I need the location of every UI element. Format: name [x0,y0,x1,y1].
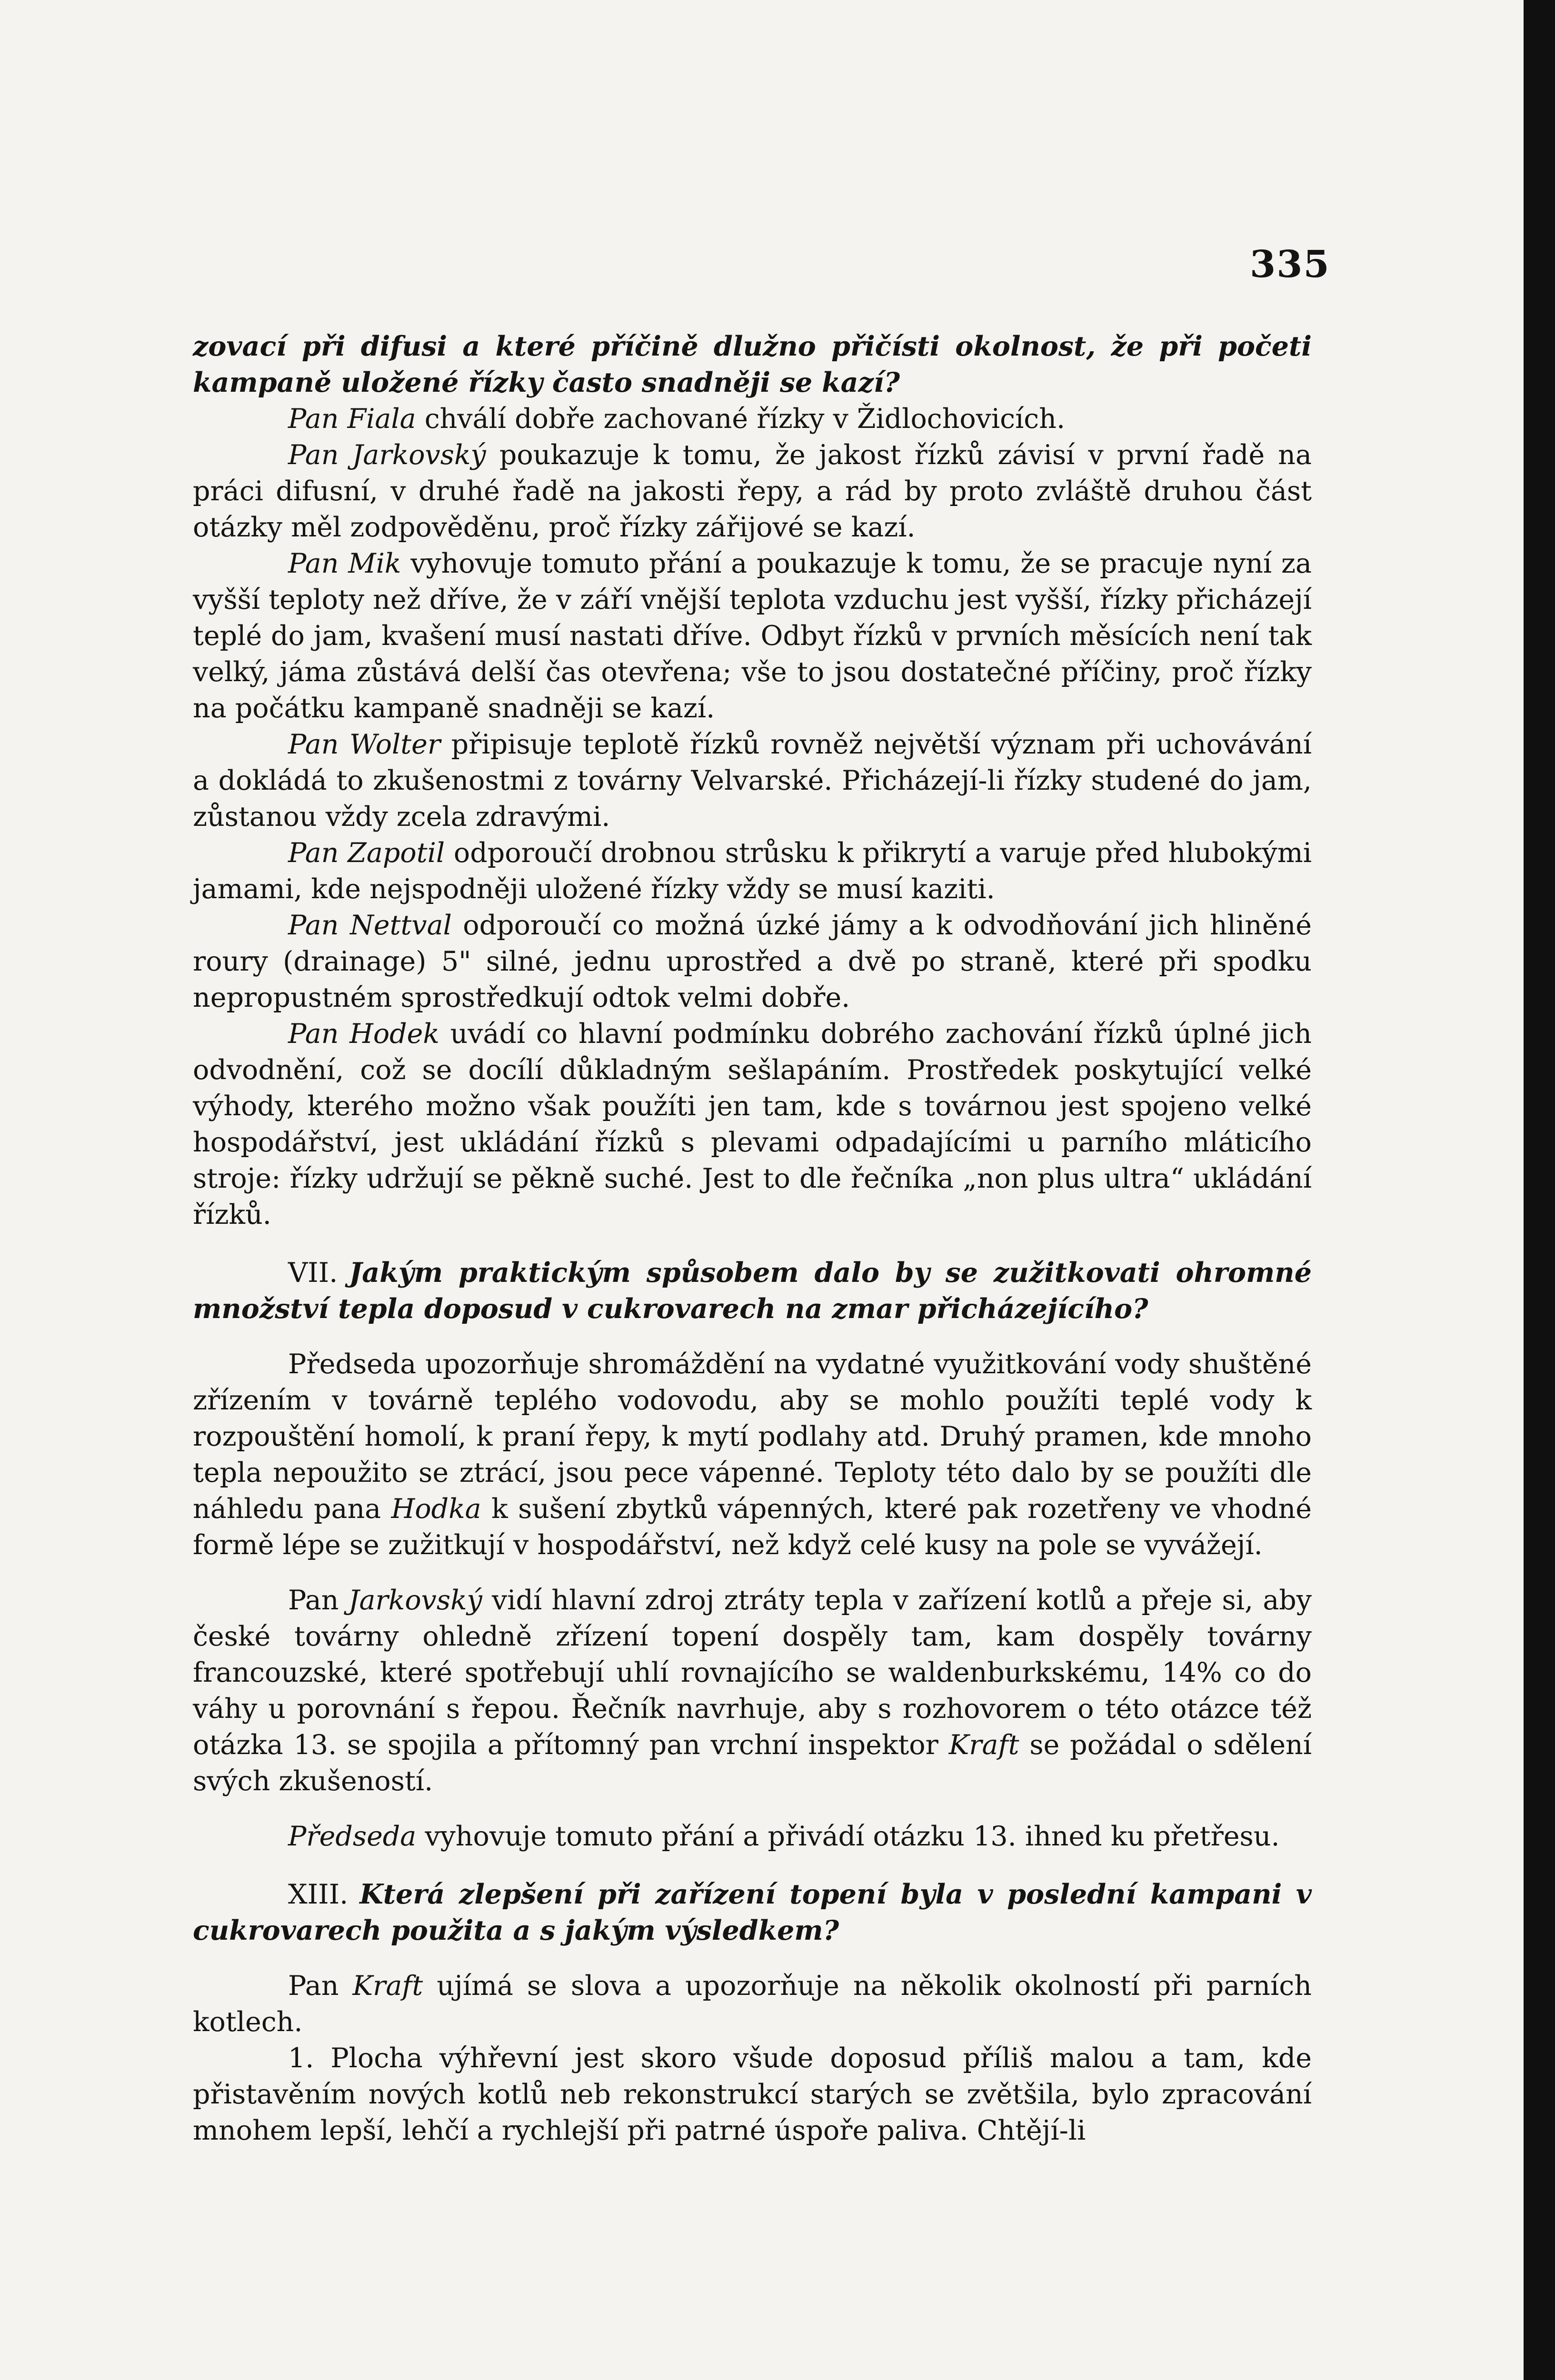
speaker-name: Pan Nettval [288,910,452,941]
paragraph-fiala [193,401,1312,437]
paragraph-text: vyhovuje tomuto přání a poukazuje k tomu, že se pracuje nyní za vyšší teploty než dříve, že v září vnější teplota vzduchu jest vyšší, řízky přicházejí teplé do jam, kvašení musí nastati dříve. Odbyt řízků v prvních měsících není tak velký, jáma zůstává delší čas otevřena; vše to jsou dostatečné příčiny, proč řízky na počátku kampaně snadněji se kazí. [193,548,1312,724]
paragraph-text: se požádal o sdělení svých zkušeností. [193,1729,1312,1797]
paragraph-text: Předseda upozorňuje shromáždění na vydatné využitkování vody shuštěné zřízením v továrně teplého vodovodu, aby se mohlo použíti teplé vody k rozpouštění homolí, k praní řepy, k mytí podlahy atd. Druhý pramen, kde mnoho tepla nepoužito se ztrácí, jsou pece vápenné. Teploty této dalo by se použíti dle náhledu pana [193,1349,1312,1525]
paragraph-text: poukazuje k tomu, že jakost řízků závisí v první řadě na práci difusní, v druhé řadě na jakosti řepy, a rád by proto zvláště druhou část otázky měl zodpověděnu, proč řízky zářijové se kazí. [193,439,1312,543]
speaker-name: Kraft [352,1970,423,2002]
body-text [193,328,1312,2149]
paragraph-nettval [193,907,1312,1016]
paragraph-text: připisuje teplotě řízků rovněž největší význam při uchovávání a dokládá to zkušenostmi z továrny Velvarské. Přicházejí-li řízky studené do jam, zůstanou vždy zcela zdravými. [193,729,1312,833]
paragraph-text: vidí hlavní zdroj ztráty tepla v zařízení kotlů a přeje si, aby české továrny ohledně zřízení topení dospěly tam, kam dospěly továrny francouzské, které spotřebují uhlí rovnajícího se waldenburkskému, 14% co do váhy u porovnání s řepou. Řečník navrhuje, aby s rozhovorem o této otázce též otázka 13. se spojila a přítomný pan vrchní inspektor [193,1585,1312,1761]
paragraph-text: chválí dobře zachované řízky v Židlochovicích. [424,403,1066,435]
speaker-name: Předseda [288,1821,417,1852]
speaker-name: Pan Wolter [288,729,441,760]
page-number: 335 [1250,243,1330,286]
paragraph-text: odporoučí co možná úzké jámy a k odvodňování jich hliněné roury (drainage) 5" silné, jednu uprostřed a dvě po straně, které při spodku nepropustném sprostředkují odtok velmi dobře. [193,910,1312,1013]
paragraph-predseda [193,1346,1312,1563]
paragraph-text: k sušení zbytků vápenných, které pak rozetřeny ve vhodné formě lépe se zužitkují v hospodářství, než když celé kusy na pole se vyvážejí. [193,1493,1312,1561]
paragraph-text: Pan [288,1585,339,1616]
paragraph-text: odporoučí drobnou strůsku k přikrytí a varuje před hlubokými jamami, kde nejspodněji uložené řízky vždy se musí kaziti. [193,837,1312,905]
speaker-name: Pan Hodek [288,1018,439,1050]
paragraph-zapotil [193,835,1312,907]
paragraph-mik [193,545,1312,726]
question-text: Která zlepšení při zařízení topení byla v poslední kampani v cukrovarech použita a s jakým výsledkem? [193,1878,1312,1946]
scan-edge [1524,0,1555,2380]
speaker-name: Kraft [948,1729,1019,1761]
paragraph-text: Pan [288,1970,339,2002]
paragraph-text: vyhovuje tomuto přání a přivádí otázku 13. ihned ku přetřesu. [425,1821,1280,1852]
paragraph-wolter [193,726,1312,835]
question-heading-13 [193,1876,1312,1949]
paragraph-hodek [193,1016,1312,1233]
speaker-name: Pan Fiala [288,403,416,435]
speaker-name: Pan Jarkovský [288,439,486,471]
question-text: Jakým praktickým spůsobem dalo by se zužitkovati ohromné množství tepla doposud v cukrovarech na zmar přicházejícího? [193,1257,1312,1325]
question-number: VII. [288,1257,338,1289]
question-heading-7 [193,1255,1312,1327]
paragraph-text: uvádí co hlavní podmínku dobrého zachování řízků úplné jich odvodnění, což se docílí důkladným sešlapáním. Prostředek poskytující velké výhody, kterého možno však použíti jen tam, kde s továrnou jest spojeno velké hospodářství, jest ukládání řízků s plevami odpadajícími u parního mláticího stroje: řízky udržují se pěkně suché. Jest to dle řečníka „non plus ultra“ ukládání řízků. [193,1018,1312,1230]
speaker-name: Hodka [391,1493,481,1525]
paragraph-text: ujímá se slova a upozorňuje na několik okolností při parních kotlech. [193,1970,1312,2038]
paragraph-kraft [193,1968,1312,2040]
paragraph-predseda-2 [193,1818,1312,1854]
paragraph-jarkovsky-2 [193,1582,1312,1799]
paragraph-point-1: 1. Plocha výhřevní jest skoro všude doposud příliš malou a tam, kde přistavěním nových kotlů neb rekonstrukcí starých se zvětšila, bylo zpracování mnohem lepší, lehčí a rychlejší při patrné úspoře paliva. Chtějí-li [193,2043,1312,2146]
question-number: XIII. [288,1879,349,1910]
paragraph-jarkovsky [193,437,1312,545]
speaker-name: Pan Mik [288,548,401,579]
question-continuation: zovací při difusi a které příčině dlužno přičísti okolnost, že při početi kampaně uložené řízky často snadněji se kazí? [193,330,1312,398]
speaker-name: Jarkovský [348,1585,482,1616]
speaker-name: Pan Zapotil [288,837,445,869]
